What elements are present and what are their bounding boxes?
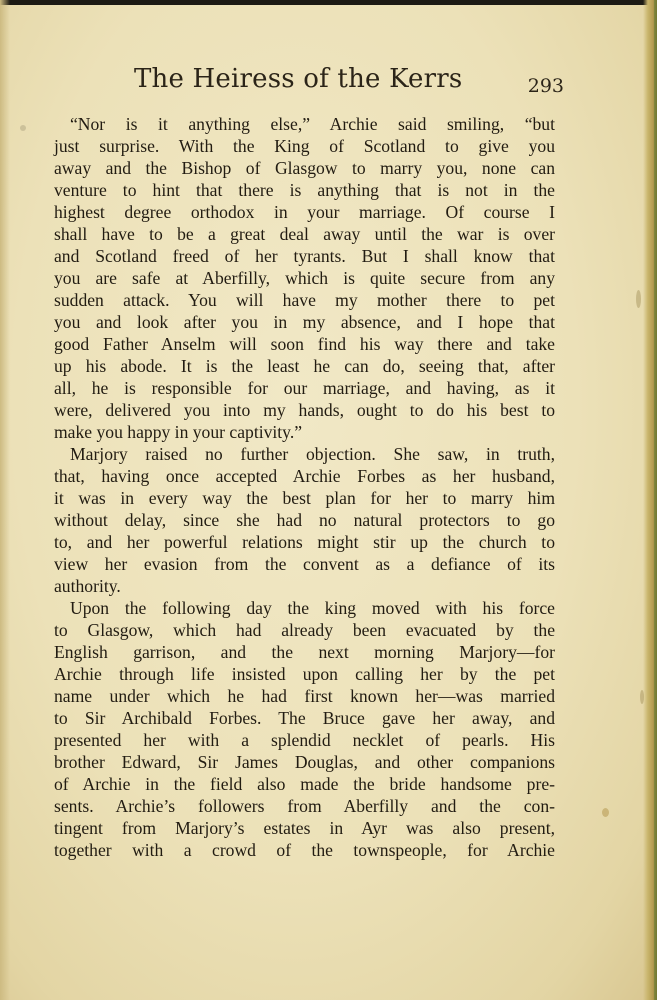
text-line: you and look after you in my absence, and I hope that bbox=[54, 312, 555, 332]
text-line: “Nor is it anything else,” Archie said smiling, “but bbox=[70, 114, 555, 134]
running-title: The Heiress of the Kerrs bbox=[134, 64, 463, 94]
text-line: sents. Archie’s followers from Aberfilly and the con- bbox=[54, 796, 555, 816]
text-line: to Glasgow, which had already been evacuated by the bbox=[54, 620, 555, 640]
text-line: all, he is responsible for our marriage, and having, as it bbox=[54, 378, 555, 398]
text-line: presented her with a splendid necklet of pearls. His bbox=[54, 730, 555, 750]
text-line: make you happy in your captivity.” bbox=[54, 422, 303, 442]
body-text bbox=[54, 113, 555, 861]
text-line: Upon the following day the king moved with his force bbox=[70, 598, 555, 618]
page-top-edge bbox=[0, 0, 657, 5]
text-line: authority. bbox=[54, 576, 121, 596]
text-line: English garrison, and the next morning Marjory—for bbox=[54, 642, 555, 662]
text-line: and Scotland freed of her tyrants. But I shall know that bbox=[54, 246, 555, 266]
page-right-edge bbox=[643, 0, 657, 1000]
text-line: to Sir Archibald Forbes. The Bruce gave her away, and bbox=[54, 708, 555, 728]
text-line: together with a crowd of the townspeople, for Archie bbox=[54, 840, 555, 860]
paper-stain bbox=[640, 690, 644, 704]
text-line: name under which he had first known her—was married bbox=[54, 686, 555, 706]
text-line: you are safe at Aberfilly, which is quite secure from any bbox=[54, 268, 555, 288]
paper-stain bbox=[602, 808, 609, 817]
text-line: without delay, since she had no natural protectors to go bbox=[54, 510, 555, 530]
text-line: away and the Bishop of Glasgow to marry you, none can bbox=[54, 158, 555, 178]
text-line: view her evasion from the convent as a defiance of its bbox=[54, 554, 555, 574]
page-gutter-shadow bbox=[0, 0, 10, 1000]
text-line: of Archie in the field also made the bride handsome pre- bbox=[54, 774, 555, 794]
page-number: 293 bbox=[527, 75, 564, 97]
text-line: highest degree orthodox in your marriage. Of course I bbox=[54, 202, 555, 222]
text-line: that, having once accepted Archie Forbes as her husband, bbox=[54, 466, 555, 486]
text-line: Marjory raised no further objection. She saw, in truth, bbox=[70, 444, 555, 464]
text-line: were, delivered you into my hands, ought to do his best to bbox=[54, 400, 555, 420]
text-line: to, and her powerful relations might stir up the church to bbox=[54, 532, 555, 552]
text-line: up his abode. It is the least he can do, seeing that, after bbox=[54, 356, 555, 376]
text-line: just surprise. With the King of Scotland to give you bbox=[54, 136, 555, 156]
running-header bbox=[134, 64, 564, 104]
text-line: good Father Anselm will soon find his way there and take bbox=[54, 334, 555, 354]
text-line: it was in every way the best plan for her to marry him bbox=[54, 488, 555, 508]
text-line: shall have to be a great deal away until the war is over bbox=[54, 224, 555, 244]
paper-stain bbox=[636, 290, 641, 308]
text-line: sudden attack. You will have my mother there to pet bbox=[54, 290, 555, 310]
text-line: venture to hint that there is anything that is not in the bbox=[54, 180, 555, 200]
text-line: tingent from Marjory’s estates in Ayr was also present, bbox=[54, 818, 555, 838]
text-line: brother Edward, Sir James Douglas, and other companions bbox=[54, 752, 555, 772]
paper-stain bbox=[20, 125, 26, 131]
text-line: Archie through life insisted upon calling her by the pet bbox=[54, 664, 555, 684]
